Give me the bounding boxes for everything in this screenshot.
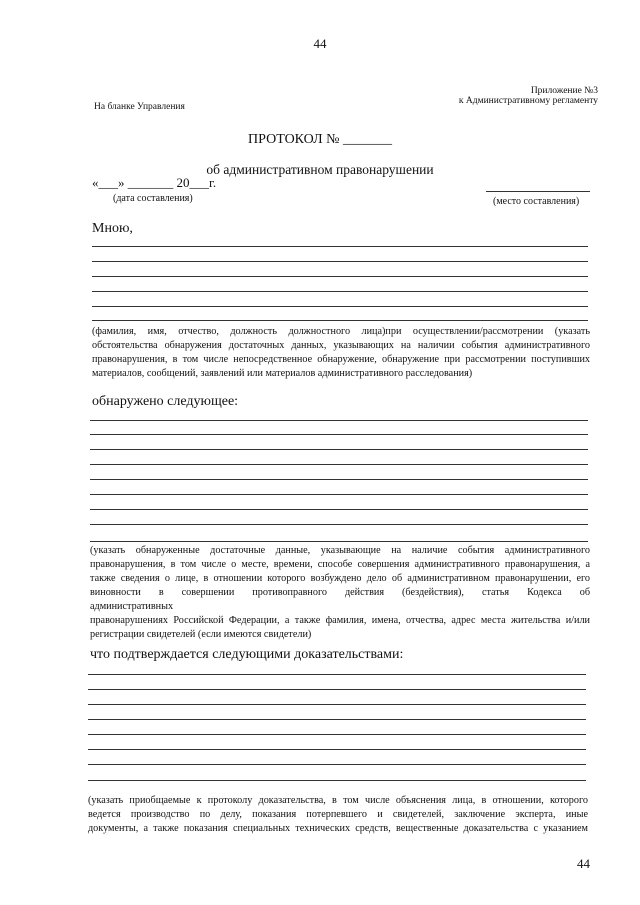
caption-line: (указать обнаруженные достаточные данные, указывающие на наличие события административного	[90, 545, 590, 556]
blank-line	[90, 524, 588, 525]
blank-line	[90, 434, 588, 435]
section3-caption	[88, 794, 588, 836]
caption-line: правонарушения, в том числе непосредственное обнаружение, обнаружение при рассмотрении поступивших	[92, 354, 590, 365]
blank-line	[92, 306, 588, 307]
blank-line	[88, 689, 586, 690]
caption-line: также сведения о лице, в отношении которого возбуждено дело об административном правонарушении, его	[90, 573, 590, 584]
blank-line	[90, 420, 588, 421]
blank-line	[90, 494, 588, 495]
appendix-label: Приложение №3	[530, 86, 598, 96]
blank-line	[92, 320, 588, 321]
page-number-top: 44	[313, 36, 327, 51]
date-caption: (дата составления)	[113, 193, 193, 204]
blank-line	[90, 509, 588, 510]
blank-line	[90, 449, 588, 450]
caption-line: правонарушениях Российской Федерации, а также фамилия, имена, отчества, адрес места жительства и/или	[90, 615, 590, 626]
section2-caption	[90, 544, 590, 642]
place-caption: (место составления)	[493, 196, 580, 207]
blank-line	[88, 704, 586, 705]
blank-line	[92, 246, 588, 247]
appendix-reference: к Административному регламенту	[458, 96, 598, 106]
blank-line	[92, 276, 588, 277]
protocol-title: ПРОТОКОЛ № _______	[248, 132, 392, 147]
caption-line: обстоятельства обнаружения достаточных данных, указывающих на наличии события административного	[92, 340, 590, 351]
place-blank-line	[486, 191, 590, 192]
blank-line	[88, 749, 586, 750]
blank-line	[88, 734, 586, 735]
blank-line	[88, 764, 586, 765]
blank-line	[88, 719, 586, 720]
caption-line: документы, а также показания специальных технических средств, вещественные доказательства с указанием	[88, 823, 588, 834]
date-field: «___» _______ 20___г.	[92, 175, 217, 190]
protocol-subtitle: об административном правонарушении	[206, 162, 434, 177]
section2-lead: обнаружено следующее:	[92, 394, 239, 409]
section1-lead: Мною,	[92, 221, 133, 236]
section3-lead: что подтверждается следующими доказательствами:	[90, 647, 404, 662]
caption-line: материалов, сообщений, заявлений или материалов административного расследования)	[92, 368, 473, 379]
caption-line: (фамилия, имя, отчество, должность должностного лица)при осуществлении/рассмотрении (указать	[92, 326, 590, 337]
blank-line	[88, 674, 586, 675]
blank-line	[90, 541, 588, 542]
caption-line: ведется производство по делу, показания потерпевшего и свидетелей, заключение эксперта, иные	[88, 809, 588, 820]
blank-line	[92, 261, 588, 262]
blank-line	[90, 464, 588, 465]
blank-line	[90, 479, 588, 480]
letterhead-note: На бланке Управления	[94, 102, 185, 112]
caption-line: регистрации свидетелей (если имеются свидетели)	[90, 629, 312, 640]
caption-line: правонарушения, в том числе о месте, времени, способе совершения административного правонарушения, а	[90, 559, 590, 570]
caption-line: виновности в совершении противоправного действия (бездействия), статья Кодекса об	[90, 587, 590, 598]
caption-line: (указать приобщаемые к протоколу доказательства, в том числе объяснения лица, в отношении, которого	[88, 795, 588, 806]
caption-line: административных	[90, 601, 174, 612]
page-number-bottom: 44	[577, 856, 590, 871]
blank-line	[88, 780, 586, 781]
blank-line	[92, 291, 588, 292]
section1-caption	[92, 325, 590, 381]
